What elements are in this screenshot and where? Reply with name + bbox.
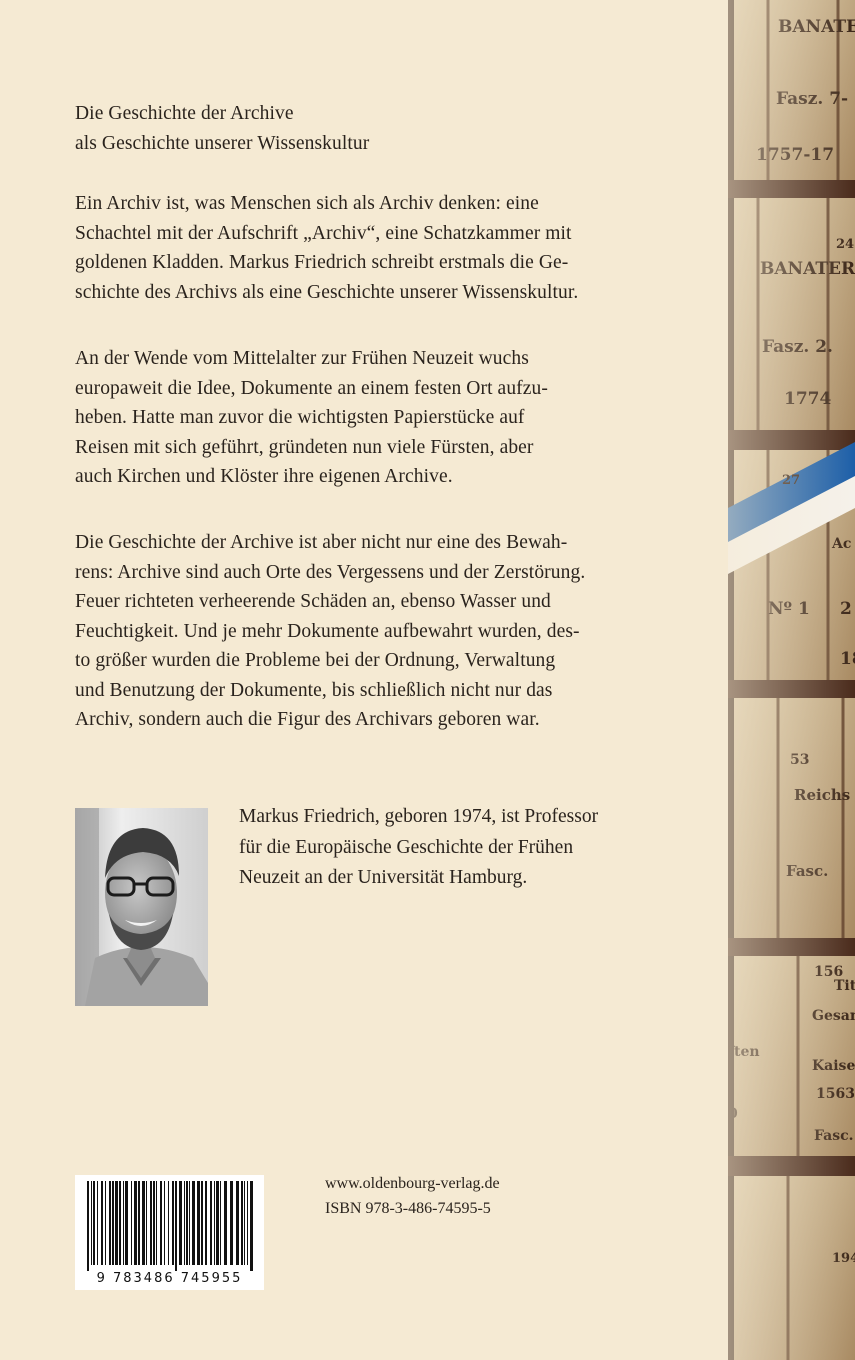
barcode-bar [216,1181,219,1265]
isbn-barcode [75,1175,264,1290]
barcode-bar [192,1181,195,1265]
blurb-line: An der Wende vom Mittelalter zur Frühen Neuzeit wuchs [75,348,529,369]
barcode-bar [87,1181,89,1271]
barcode-bar [220,1181,221,1265]
archive-shelves-image [728,0,855,1360]
barcode-bar [93,1181,95,1265]
barcode-bar [105,1181,106,1265]
barcode-bar [160,1181,162,1265]
barcode-bar [197,1181,200,1265]
cover-heading [75,99,675,158]
bio-line: für die Europäische Geschichte der Frühen [239,836,574,858]
barcode-bar [142,1181,145,1265]
barcode-bars [75,1175,264,1271]
barcode-bar [172,1181,174,1265]
barcode-bar [109,1181,111,1265]
blurb-line: Schachtel mit der Aufschrift „Archiv“, eine Schatzkammer mit [75,222,572,244]
barcode-bar [131,1181,132,1265]
publisher-info [325,1171,500,1221]
author-bio [239,802,598,894]
barcode-bar [115,1181,118,1265]
barcode-bar [119,1181,121,1265]
barcode-bar [230,1181,233,1265]
blurb-line: Reisen mit sich geführt, gründeten nun viele Fürsten, aber [75,436,534,458]
barcode-bar [244,1181,245,1265]
blurb-line: europaweit die Idee, Dokumente an einem festen Ort aufzu- [75,377,548,399]
blurb-line: Archiv, sondern auch die Figur des Archivars geboren war. [75,709,540,730]
barcode-bar [138,1181,140,1265]
barcode-bar [236,1181,239,1265]
author-portrait [75,808,208,1006]
blurb-line: goldenen Kladden. Markus Friedrich schreibt erstmals die Ge- [75,252,569,273]
blurb-line: auch Kirchen und Klöster ihre eigenen Archive. [75,466,453,487]
barcode-bar [153,1181,155,1265]
blurb-paragraph [75,189,675,307]
author-photo [75,808,208,1006]
barcode-bar [164,1181,165,1265]
blurb-paragraph [75,344,675,492]
barcode-bar [210,1181,212,1265]
bio-line: Markus Friedrich, geboren 1974, ist Professor [239,806,599,827]
barcode-bar [156,1181,157,1265]
barcode-bar [224,1181,227,1265]
barcode-digits: 9 783486 745955 [96,1271,243,1286]
blurb-paragraph [75,528,675,735]
publisher-url: www.oldenbourg-verlag.de [325,1175,500,1192]
barcode-bar [247,1181,248,1265]
blurb-line: rens: Archive sind auch Orte des Vergessens und der Zerstörung. [75,561,586,583]
barcode-bar [134,1181,137,1265]
barcode-bar [179,1181,182,1265]
heading-line: als Geschichte unserer Wissenskultur [75,132,370,154]
blurb-line: heben. Hatte man zuvor die wichtigsten Papierstücke auf [75,407,525,428]
barcode-bar [214,1181,215,1265]
barcode-bar [168,1181,169,1265]
barcode-bar [175,1181,177,1271]
barcode-bar [125,1181,128,1265]
barcode-bar [250,1181,253,1271]
blurb-line: Feuer richteten verheerende Schäden an, ebenso Wasser und [75,591,551,612]
barcode-bar [184,1181,185,1265]
barcode-bar [189,1181,190,1265]
blurb-line: to größer wurden die Probleme bei der Ordnung, Verwaltung [75,650,556,671]
barcode-bar [112,1181,114,1265]
blurb-line: schichte des Archivs als eine Geschichte unserer Wissenskultur. [75,281,579,303]
blurb-line: Die Geschichte der Archive ist aber nicht nur eine des Bewah- [75,532,568,553]
blurb-line: und Benutzung der Dokumente, bis schließlich nicht nur das [75,679,553,701]
heading-line: Die Geschichte der Archive [75,103,294,124]
barcode-bar [146,1181,147,1265]
barcode-bar [91,1181,92,1265]
barcode-bar [201,1181,203,1265]
barcode-bar [241,1181,243,1265]
barcode-bar [101,1181,103,1265]
barcode-bar [186,1181,188,1265]
blurb-line: Feuchtigkeit. Und je mehr Dokumente aufbewahrt wurden, des- [75,620,580,642]
spine-archive-photo [728,0,855,1360]
bio-line: Neuzeit an der Universität Hamburg. [239,867,528,888]
barcode-bar [205,1181,207,1265]
blurb-line: Ein Archiv ist, was Menschen sich als Archiv denken: eine [75,193,539,214]
barcode-bar [150,1181,152,1265]
isbn-text: ISBN 978-3-486-74595-5 [325,1200,491,1217]
barcode-bar [97,1181,98,1265]
barcode-bar [123,1181,124,1265]
